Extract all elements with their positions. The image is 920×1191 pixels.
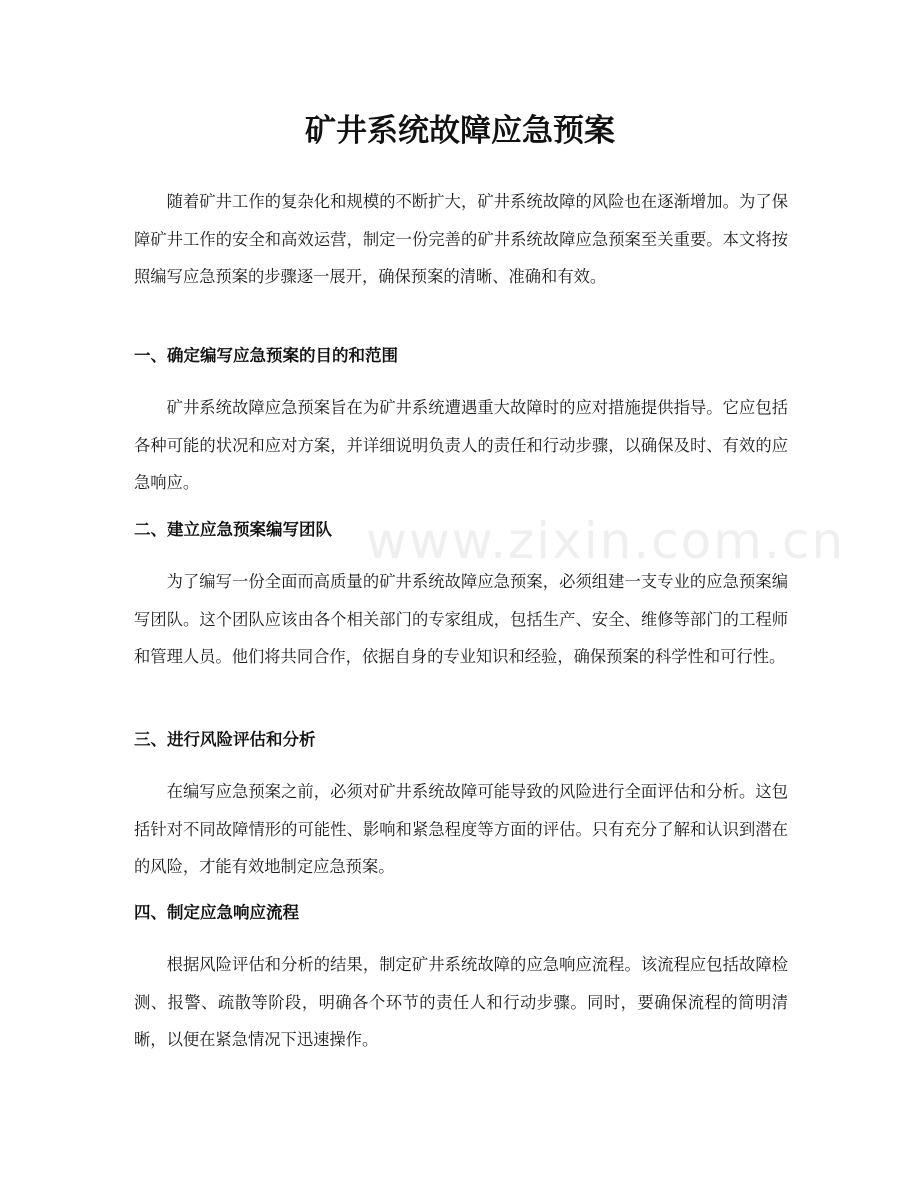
watermark: www.zixin.com.cn: [366, 512, 846, 570]
intro-paragraph: 随着矿井工作的复杂化和规模的不断扩大，矿井系统故障的风险也在逐渐增加。为了保障矿井工作的安全和高效运营，制定一份完善的矿井系统故障应急预案至关重要。本文将按照编写应急预案的步骤逐一展开，确保预案的清晰、准确和有效。: [134, 192, 788, 286]
section-1-body: 矿井系统故障应急预案旨在为矿井系统遭遇重大故障时的应对措施提供指导。它应包括各种可能的状况和应对方案，并详细说明负责人的责任和行动步骤，以确保及时、有效的应急响应。: [134, 398, 788, 492]
section-4-body: 根据风险评估和分析的结果，制定矿井系统故障的应急响应流程。该流程应包括故障检测、报警、疏散等阶段，明确各个环节的责任人和行动步骤。同时，要确保流程的简明清晰，以便在紧急情况下迅速操作。: [134, 955, 788, 1049]
section-2-heading: 二、建立应急预案编写团队: [134, 520, 332, 539]
document-title: 矿井系统故障应急预案: [305, 113, 615, 149]
section-1-heading: 一、确定编写应急预案的目的和范围: [134, 346, 398, 365]
section-2-body: 为了编写一份全面而高质量的矿井系统故障应急预案，必须组建一支专业的应急预案编写团队。这个团队应该由各个相关部门的专家组成，包括生产、安全、维修等部门的工程师和管理人员。他们将共同合作，依据自身的专业知识和经验，确保预案的科学性和可行性。: [134, 572, 788, 666]
section-3-body: 在编写应急预案之前，必须对矿井系统故障可能导致的风险进行全面评估和分析。这包括针对不同故障情形的可能性、影响和紧急程度等方面的评估。只有充分了解和认识到潜在的风险，才能有效地制定应急预案。: [134, 782, 788, 876]
section-3-heading: 三、进行风险评估和分析: [134, 730, 316, 749]
section-4-heading: 四、制定应急响应流程: [134, 903, 299, 922]
